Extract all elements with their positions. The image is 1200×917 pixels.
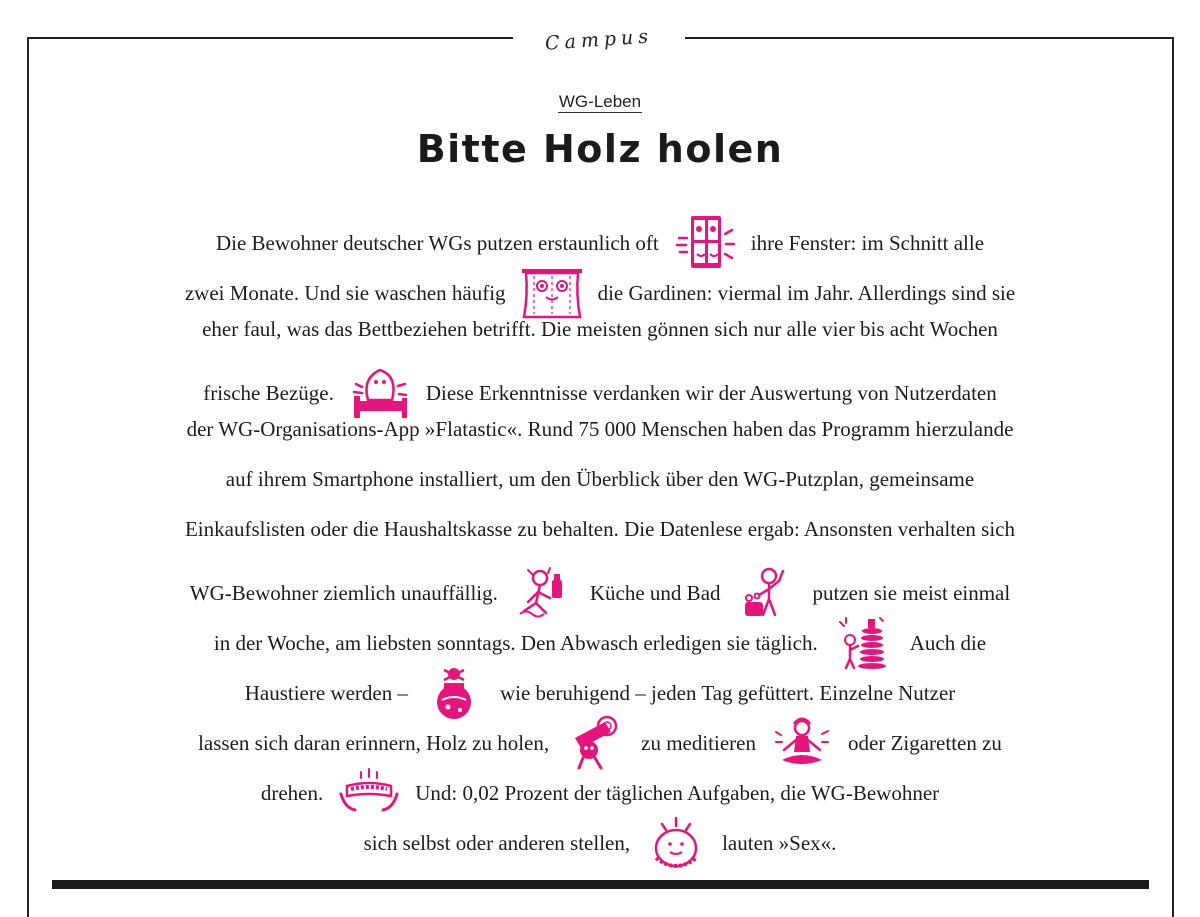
- text-segment: Einkaufslisten oder die Haushaltskasse zu behalten. Die Datenlese ergab: Ansonsten verhalten sich: [184, 517, 1016, 541]
- window-icon: [673, 214, 737, 272]
- text-segment: ihre Fenster: im Schnitt alle: [750, 230, 985, 255]
- sex-icon: [644, 814, 708, 872]
- text-segment: die Gardinen: viermal im Jahr. Allerdings sind sie: [597, 280, 1016, 305]
- bottom-rule: [52, 880, 1149, 889]
- text-segment: lauten »Sex«.: [722, 830, 837, 855]
- text-segment: zwei Monate. Und sie waschen häufig: [184, 280, 506, 305]
- text-segment: WG-Bewohner ziemlich unauffällig.: [189, 580, 498, 605]
- section-label: Campus: [513, 13, 685, 61]
- text-segment: sich selbst oder anderen stellen,: [363, 830, 631, 855]
- text-segment: zu meditieren: [641, 730, 756, 755]
- text-segment: oder Zigaretten zu: [848, 730, 1002, 755]
- text-segment: Diese Erkenntnisse verdanken wir der Auswertung von Nutzerdaten: [425, 380, 997, 405]
- body-line-6: [0, 466, 1200, 492]
- text-segment: Haustiere werden –: [244, 680, 408, 705]
- body-line-5: [0, 416, 1200, 442]
- curtain-icon: [520, 264, 584, 322]
- body-line-7: [0, 516, 1200, 542]
- meditation-icon: [770, 714, 834, 772]
- text-segment: frische Bezüge.: [203, 380, 334, 405]
- text-segment: wie beruhigend – jeden Tag gefüttert. Einzelne Nutzer: [499, 680, 956, 705]
- cigarette-rolling-icon: [337, 764, 401, 822]
- bath-cleaning-icon: [735, 564, 799, 622]
- dishes-stack-icon: [832, 614, 896, 672]
- text-segment: Die Bewohner deutscher WGs putzen erstaunlich oft: [215, 230, 659, 255]
- text-segment: eher faul, was das Bettbeziehen betrifft. Die meisten gönnen sich nur alle vier bis acht Wochen: [202, 317, 998, 341]
- text-segment: Und: 0,02 Prozent der täglichen Aufgaben, die WG-Bewohner: [415, 780, 940, 805]
- kitchen-cleaning-icon: [512, 564, 576, 622]
- fishbowl-icon: [422, 664, 486, 722]
- text-segment: putzen sie meist einmal: [812, 580, 1011, 605]
- headline: Bitte Holz holen: [416, 127, 784, 171]
- text-segment: auf ihrem Smartphone installiert, um den Überblick über den WG-Putzplan, gemeinsame: [225, 467, 975, 491]
- text-segment: Auch die: [909, 630, 987, 655]
- body-line-13: [0, 816, 1200, 874]
- text-segment: Küche und Bad: [589, 580, 721, 605]
- wood-carrying-icon: [563, 714, 627, 772]
- text-segment: drehen.: [260, 780, 324, 805]
- kicker: WG-Leben: [558, 92, 642, 111]
- bedsheet-ghost-icon: [348, 364, 412, 422]
- body-line-3: [0, 316, 1200, 342]
- text-segment: lassen sich daran erinnern, Holz zu holen,: [198, 730, 550, 755]
- text-segment: in der Woche, am liebsten sonntags. Den Abwasch erledigen sie täglich.: [213, 630, 818, 655]
- text-segment: der WG-Organisations-App »Flatastic«. Rund 75 000 Menschen haben das Programm hierzulande: [186, 417, 1014, 441]
